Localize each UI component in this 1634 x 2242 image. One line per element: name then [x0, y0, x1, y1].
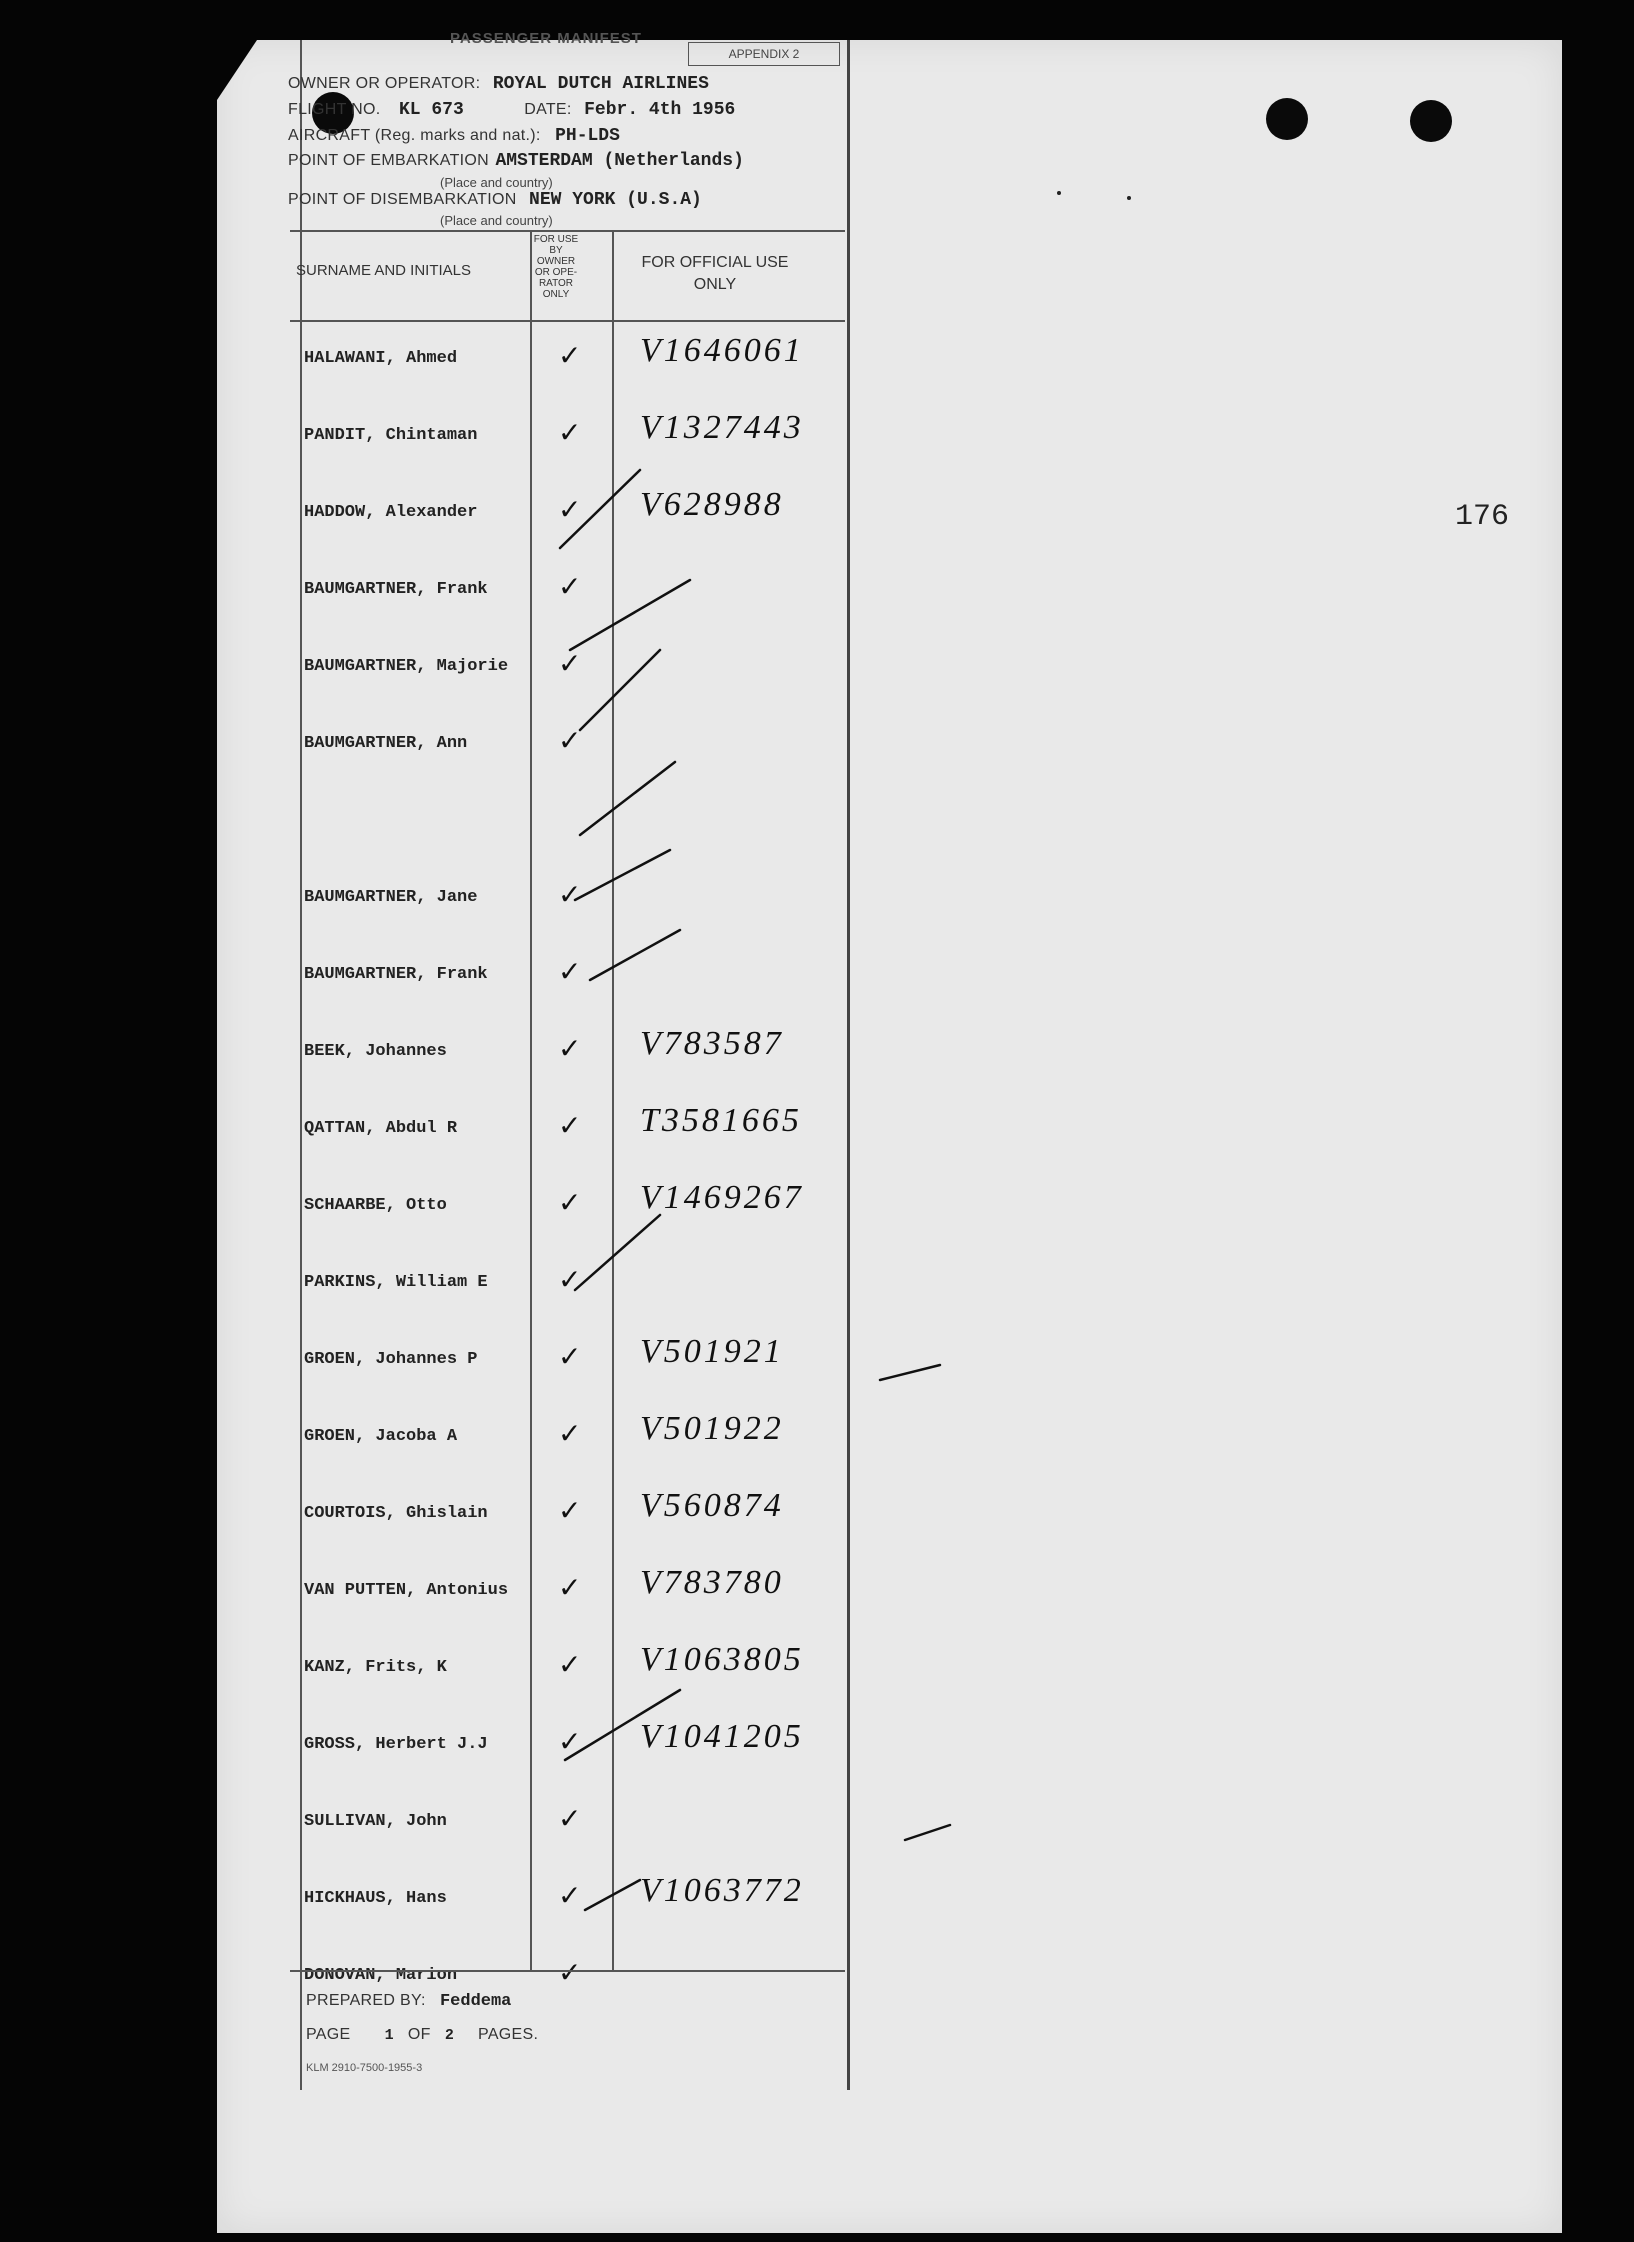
check-mark: ✓: [558, 724, 582, 757]
passport-number: V1327443: [640, 409, 804, 446]
passport-number: V783587: [640, 1025, 784, 1062]
page-count-line: [306, 2026, 538, 2044]
tick-stroke: [905, 1825, 950, 1840]
check-mark: ✓: [558, 1417, 582, 1450]
passenger-name: PANDIT, Chintaman: [304, 426, 478, 445]
disembark-value: NEW YORK (U.S.A): [529, 190, 702, 210]
passport-number: V560874: [640, 1487, 784, 1524]
tick-stroke: [560, 470, 640, 548]
check-mark: ✓: [558, 878, 582, 911]
date-value: Febr. 4th 1956: [584, 100, 736, 120]
check-mark: ✓: [558, 1879, 582, 1912]
passenger-name: BAUMGARTNER, Frank: [304, 580, 488, 599]
prepared-by-line: [306, 1992, 511, 2011]
passenger-name: HADDOW, Alexander: [304, 503, 478, 522]
passport-number: V501922: [640, 1410, 784, 1447]
manifest-title: PASSENGER MANIFEST: [450, 30, 642, 47]
of-label: OF: [407, 2026, 431, 2043]
page-total: 2: [444, 2027, 454, 2044]
owner-label: OWNER OR OPERATOR:: [288, 75, 481, 92]
passenger-name: BAUMGARTNER, Ann: [304, 734, 468, 753]
passenger-name: HALAWANI, Ahmed: [304, 349, 458, 368]
place-caption-2: (Place and country): [440, 213, 553, 228]
passport-number: V783780: [640, 1564, 784, 1601]
passenger-name: QATTAN, Abdul R: [304, 1119, 458, 1138]
tick-stroke: [880, 1365, 940, 1380]
page-label: PAGE: [306, 2026, 351, 2043]
tick-stroke: [575, 850, 670, 900]
passenger-name: SULLIVAN, John: [304, 1812, 447, 1831]
passenger-name: VAN PUTTEN, Antonius: [304, 1581, 509, 1600]
passenger-name: HICKHAUS, Hans: [304, 1889, 447, 1908]
passport-number: V1063805: [640, 1641, 804, 1678]
passport-number: V501921: [640, 1333, 784, 1370]
embark-value: AMSTERDAM (Netherlands): [495, 151, 744, 171]
disembark-label: POINT OF DISEMBARKATION: [288, 191, 517, 208]
prepared-label: PREPARED BY:: [306, 1992, 426, 2009]
passenger-name: GROEN, Jacoba A: [304, 1427, 458, 1446]
passenger-name: BEEK, Johannes: [304, 1042, 447, 1061]
tick-stroke: [575, 1215, 660, 1290]
passport-number: V628988: [640, 486, 784, 523]
check-mark: ✓: [558, 1571, 582, 1604]
passenger-name: GROEN, Johannes P: [304, 1350, 478, 1369]
appendix-label: APPENDIX 2: [688, 42, 840, 66]
check-mark: ✓: [558, 416, 582, 449]
flight-label: FLIGHT NO.: [288, 101, 381, 118]
passport-number: T3581665: [640, 1102, 802, 1139]
tick-stroke: [580, 650, 660, 730]
check-mark: ✓: [558, 570, 582, 603]
check-mark: ✓: [558, 1956, 582, 1989]
check-mark: ✓: [558, 955, 582, 988]
check-mark: ✓: [558, 1109, 582, 1142]
check-mark: ✓: [558, 1648, 582, 1681]
passenger-name: BAUMGARTNER, Jane: [304, 888, 478, 907]
prepared-value: Feddema: [439, 1992, 512, 2011]
tick-stroke: [580, 762, 675, 835]
passenger-name: PARKINS, William E: [304, 1273, 488, 1292]
page-current: 1: [384, 2027, 394, 2044]
owner-column-header: FOR USE BY OWNER OR OPE- RATOR ONLY: [533, 234, 579, 300]
official-header-line-2: ONLY: [693, 276, 737, 293]
passport-number: V1041205: [640, 1718, 804, 1755]
tick-stroke: [565, 1690, 680, 1760]
owner-value: ROYAL DUTCH AIRLINES: [492, 74, 709, 94]
stamped-page-number: 176: [1455, 500, 1510, 534]
check-mark: ✓: [558, 1725, 582, 1758]
flight-value: KL 673: [398, 100, 464, 120]
tick-stroke: [585, 1880, 640, 1910]
passenger-name: DONOVAN, Marion: [304, 1966, 458, 1985]
check-mark: ✓: [558, 493, 582, 526]
passenger-name: GROSS, Herbert J.J: [304, 1735, 488, 1754]
aircraft-label: AIRCRAFT (Reg. marks and nat.):: [288, 127, 541, 144]
check-mark: ✓: [558, 1494, 582, 1527]
tick-stroke: [570, 580, 690, 650]
check-mark: ✓: [558, 339, 582, 372]
pages-label: PAGES.: [478, 2026, 539, 2043]
check-mark: ✓: [558, 1340, 582, 1373]
check-mark: ✓: [558, 647, 582, 680]
place-caption-1: (Place and country): [440, 175, 553, 190]
official-header-line-1: FOR OFFICIAL USE: [641, 254, 789, 271]
check-mark: ✓: [558, 1032, 582, 1065]
form-code: KLM 2910-7500-1955-3: [306, 2062, 423, 2074]
tick-stroke: [590, 930, 680, 980]
passenger-name: BAUMGARTNER, Frank: [304, 965, 488, 984]
passenger-name: BAUMGARTNER, Majorie: [304, 657, 509, 676]
passport-number: V1063772: [640, 1872, 804, 1909]
date-label: DATE:: [524, 101, 572, 118]
passenger-name: COURTOIS, Ghislain: [304, 1504, 488, 1523]
check-mark: ✓: [558, 1802, 582, 1835]
passenger-name: SCHAARBE, Otto: [304, 1196, 447, 1215]
passenger-name: KANZ, Frits, K: [304, 1658, 447, 1677]
surname-column-header: SURNAME AND INITIALS: [296, 262, 472, 279]
aircraft-value: PH-LDS: [555, 126, 620, 146]
embark-label: POINT OF EMBARKATION: [288, 152, 489, 169]
check-mark: ✓: [558, 1186, 582, 1219]
check-mark: ✓: [558, 1263, 582, 1296]
passport-number: V1646061: [640, 332, 804, 369]
passport-number: V1469267: [640, 1179, 804, 1216]
